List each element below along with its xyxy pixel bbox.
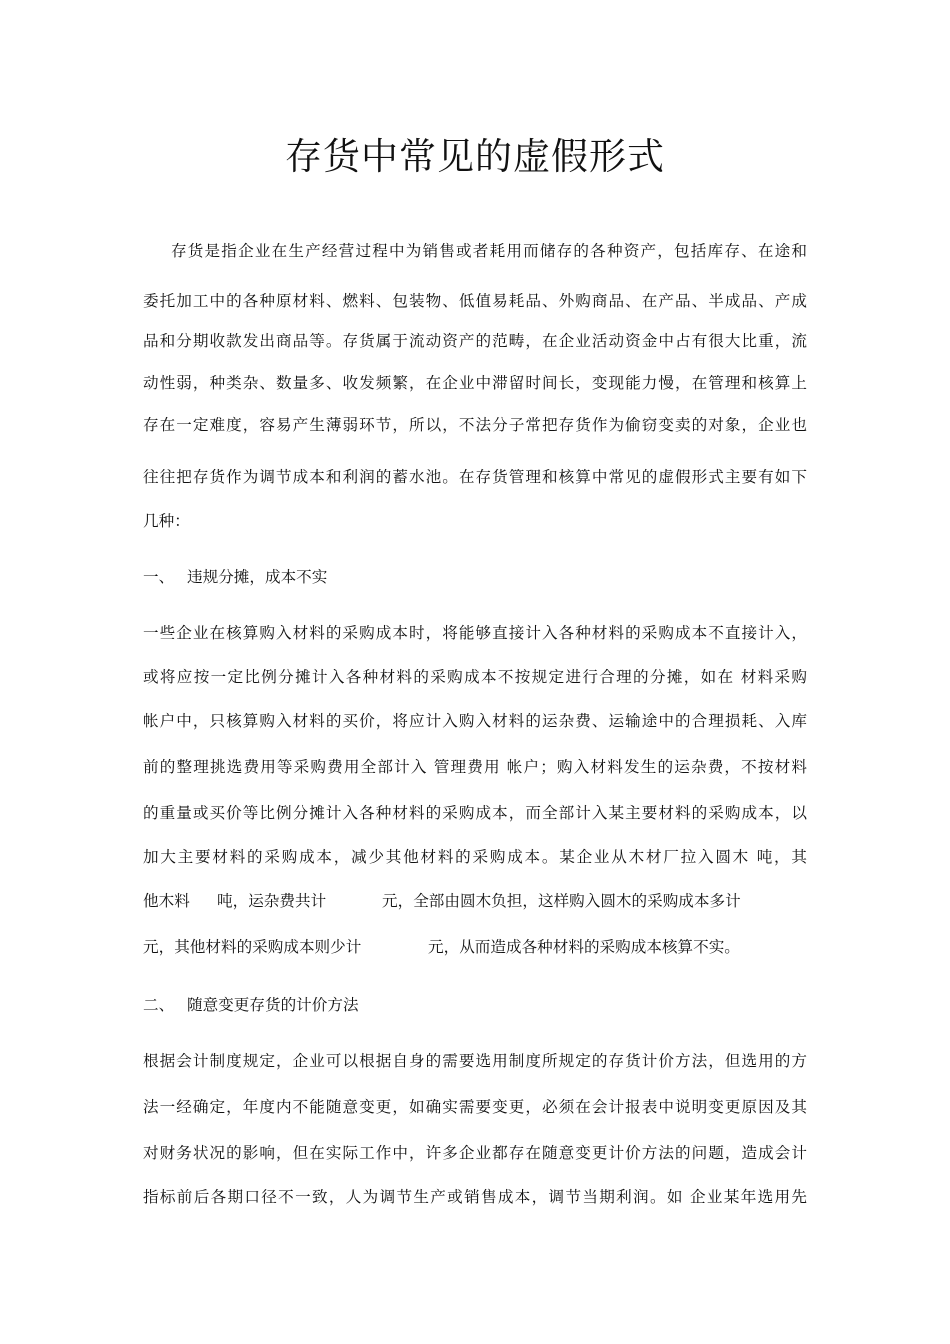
paragraph-line: 指标前后各期口径不一致，人为调节生产或销售成本，调节当期利润。如 企业某年选用先 — [143, 1188, 807, 1206]
section-heading-text: 随意变更存货的计价方法 — [187, 996, 359, 1014]
paragraph-line: 对财务状况的影响，但在实际工作中，许多企业都存在随意变更计价方法的问题，造成会计 — [143, 1144, 807, 1162]
paragraph-line: 品和分期收款发出商品等。存货属于流动资产的范畴，在企业活动资金中占有很大比重，流 — [143, 332, 807, 350]
paragraph-line: 一些企业在核算购入材料的采购成本时，将能够直接计入各种材料的采购成本不直接计入， — [143, 624, 807, 642]
paragraph-line: 帐户中，只核算购入材料的买价，将应计入购入材料的运杂费、运输途中的合理损耗、入库 — [143, 712, 807, 730]
paragraph-line: 往往把存货作为调节成本和利润的蓄水池。在存货管理和核算中常见的虚假形式主要有如下 — [143, 468, 807, 486]
text-fragment: 元，全部由圆木负担，这样购入圆木的采购成本多计 — [382, 892, 741, 910]
paragraph-line: 的重量或买价等比例分摊计入各种材料的采购成本，而全部计入某主要材料的采购成本，以 — [143, 804, 807, 822]
paragraph-line: 委托加工中的各种原材料、燃料、包装物、低值易耗品、外购商品、在产品、半成品、产成 — [143, 292, 807, 310]
paragraph-line: 加大主要材料的采购成本，减少其他材料的采购成本。某企业从木材厂拉入圆木 吨，其 — [143, 848, 807, 866]
section-heading-text: 违规分摊，成本不实 — [187, 568, 328, 586]
paragraph-line: 前的整理挑选费用等采购费用全部计入 管理费用 帐户；购入材料发生的运杂费，不按材料 — [143, 758, 807, 776]
paragraph-line: 法一经确定，年度内不能随意变更，如确实需要变更，必须在会计报表中说明变更原因及其 — [143, 1098, 807, 1116]
paragraph-line: 存在一定难度，容易产生薄弱环节，所以，不法分子常把存货作为偷窃变卖的对象，企业也 — [143, 416, 807, 434]
paragraph-line: 存货是指企业在生产经营过程中为销售或者耗用而储存的各种资产，包括库存、在途和 — [171, 242, 807, 260]
text-fragment: 他木料 — [143, 892, 190, 910]
page-title: 存货中常见的虚假形式 — [285, 135, 665, 178]
text-fragment: 元，从而造成各种材料的采购成本核算不实。 — [428, 938, 740, 956]
text-fragment: 吨，运杂费共计 — [217, 892, 327, 910]
paragraph-line: 动性弱，种类杂、数量多、收发频繁，在企业中滞留时间长，变现能力慢，在管理和核算上 — [143, 374, 807, 392]
text-fragment: 元，其他材料的采购成本则少计 — [143, 938, 362, 956]
section-number: 二、 — [143, 996, 175, 1014]
paragraph-line: 根据会计制度规定，企业可以根据自身的需要选用制度所规定的存货计价方法，但选用的方 — [143, 1052, 807, 1070]
section-heading — [143, 990, 359, 1020]
section-number: 一、 — [143, 568, 175, 586]
paragraph-line: 或将应按一定比例分摊计入各种材料的采购成本不按规定进行合理的分摊，如在 材料采购 — [143, 668, 807, 686]
section-heading — [143, 562, 327, 592]
paragraph-line: 几种： — [143, 512, 190, 530]
